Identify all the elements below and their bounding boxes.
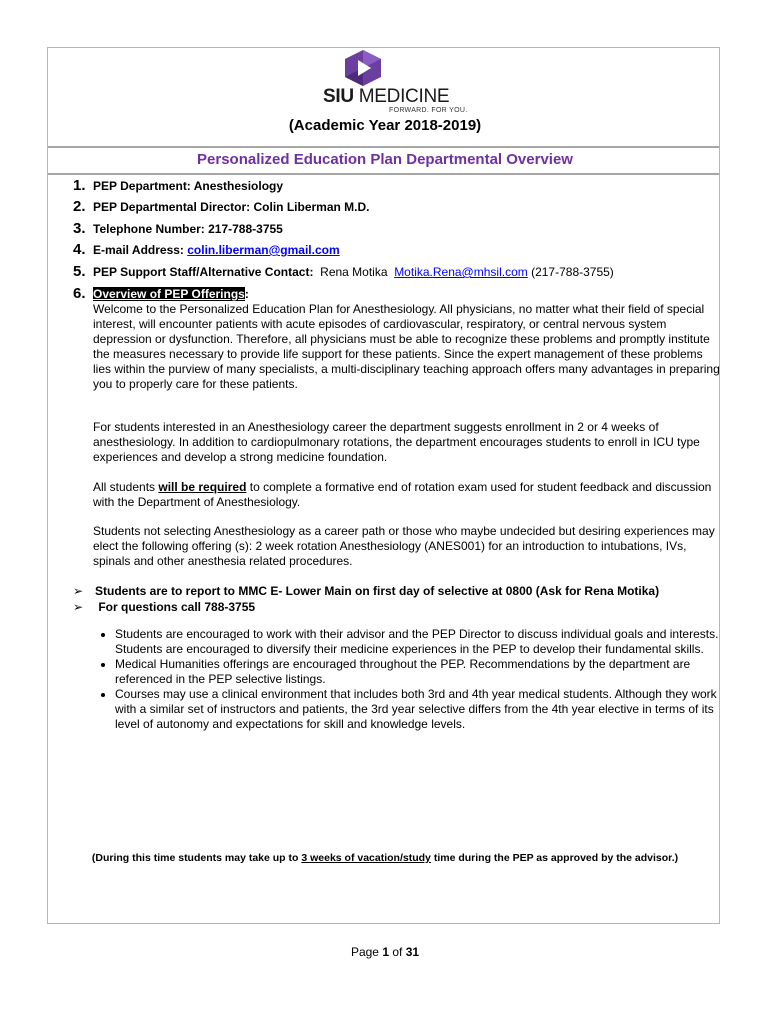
questions-instruction: ➢ For questions call 788-3755 bbox=[73, 600, 256, 614]
page-title: Personalized Education Plan Departmental Overview bbox=[197, 151, 573, 168]
logo-hexagon-icon bbox=[343, 49, 383, 87]
report-instruction: ➢ Students are to report to MMC E- Lower Main on first day of selective at 0800 (Ask for Rena Motika) bbox=[73, 584, 660, 598]
academic-year: (Academic Year 2018-2019) bbox=[288, 117, 482, 134]
director-email-link[interactable]: colin.liberman@gmail.com bbox=[187, 243, 340, 257]
arrow-bullet-icon: ➢ bbox=[73, 584, 84, 598]
arrow-bullet-icon: ➢ bbox=[73, 600, 84, 614]
career-paragraph: For students interested in an Anesthesiology career the department suggests enrollment in 2 or 4 weeks of anesthesiology. In addition to cardiopulmonary rotations, the department encourages students to enroll in ICU type experiences and develop a strong medicine foundation. bbox=[93, 420, 700, 464]
list-item: • Courses may use a clinical environment that includes both 3rd and 4th year medical students. Although they work with a similar set of instructors and patients, the 3rd year selective differs from the 4th year elective in terms of its level of autonomy and expectations for skill and knowledge levels. bbox=[115, 687, 735, 732]
welcome-paragraph: Welcome to the Personalized Education Plan for Anesthesiology. All physicians, no matter what their field of special interest, will encounter patients with acute episodes of cardiovascular, respiratory, or central nervous system depression or dysfunction. Therefore, all physicians must be able to recognize these problems and promptly institute the measures necessary to provide life support for these patients. Since the expert management of these problems lies within the purview of many specialists, a multi-disciplinary teaching approach offers many advantages in preparing you to properly care for these patients. bbox=[93, 302, 720, 391]
vacation-note: (During this time students may take up to 3 weeks of vacation/study time during the PEP as approved by the advisor.) bbox=[91, 852, 679, 864]
item-department: 1. PEP Department: Anesthesiology bbox=[73, 177, 284, 194]
guidance-list bbox=[93, 627, 735, 732]
item-telephone: 3. Telephone Number: 217-788-3755 bbox=[73, 220, 283, 237]
divider bbox=[48, 173, 719, 175]
item-support-staff: 5. PEP Support Staff/Alternative Contact: Rena Motika Motika.Rena@mhsil.com (217-788-3755) bbox=[73, 263, 614, 280]
list-item: • Students are encouraged to work with their advisor and the PEP Director to discuss individual goals and interests. Students are encouraged to diversify their medicine experiences in the PEP to develop their fundamental skills. bbox=[115, 627, 735, 657]
list-item: • Medical Humanities offerings are encouraged throughout the PEP. Recommendations by the department are referenced in the PEP selective listings. bbox=[115, 657, 735, 687]
item-email: 4. E-mail Address: colin.liberman@gmail.com bbox=[73, 241, 340, 258]
support-email-link[interactable]: Motika.Rena@mhsil.com bbox=[394, 265, 528, 279]
item-director: 2. PEP Departmental Director: Colin Liberman M.D. bbox=[73, 198, 370, 215]
logo-tagline: FORWARD. FOR YOU. bbox=[389, 107, 468, 114]
offering-paragraph: Students not selecting Anesthesiology as a career path or those who maybe undecided but desiring experiences may elect the following offering (s): 2 week rotation Anesthesiology (ANES001) for an introduction to intubations, IVs, spinals and other anesthesia related procedures. bbox=[93, 524, 715, 568]
exam-paragraph: All students will be required to complete a formative end of rotation exam used for student feedback and discussion with the Department of Anesthesiology. bbox=[93, 480, 712, 509]
divider bbox=[48, 146, 719, 148]
page-number: Page 1 of 31 bbox=[350, 945, 420, 959]
item-overview: 6. Overview of PEP Offerings: bbox=[73, 285, 249, 302]
siu-medicine-logo bbox=[323, 49, 468, 117]
logo-wordmark: SIU MEDICINE bbox=[323, 86, 450, 107]
